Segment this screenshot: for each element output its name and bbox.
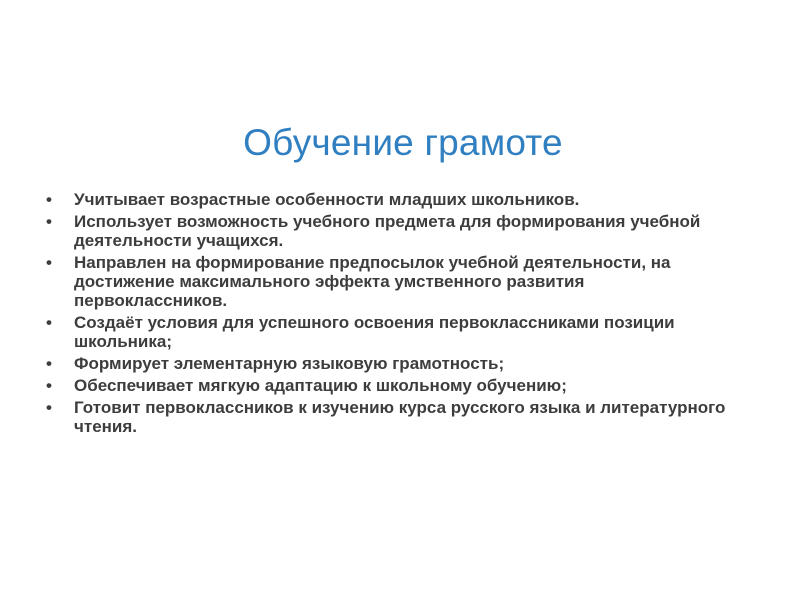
bullet-item xyxy=(46,253,734,310)
bullet-text: Формирует элементарную языковую грамотность; xyxy=(74,354,505,373)
bullet-item xyxy=(46,212,734,250)
bullet-list xyxy=(46,190,734,439)
bullet-icon: • xyxy=(46,313,52,332)
bullet-item xyxy=(46,313,734,351)
bullet-text: Готовит первоклассников к изучению курса русского языка и литературного чтения. xyxy=(74,398,726,436)
bullet-text: Учитывает возрастные особенности младших школьников. xyxy=(74,190,580,209)
bullet-icon: • xyxy=(46,376,52,395)
bullet-text: Обеспечивает мягкую адаптацию к школьному обучению; xyxy=(74,376,567,395)
bullet-icon: • xyxy=(46,354,52,373)
bullet-icon: • xyxy=(46,190,52,209)
bullet-item xyxy=(46,354,734,373)
bullet-icon: • xyxy=(46,253,52,272)
bullet-text: Создаёт условия для успешного освоения первоклассниками позиции школьника; xyxy=(74,313,675,351)
bullet-item xyxy=(46,376,734,395)
bullet-text: Направлен на формирование предпосылок учебной деятельности, на достижение максимального эффекта умственного развития первоклассников. xyxy=(74,253,671,310)
bullet-text: Использует возможность учебного предмета для формирования учебной деятельности учащихся. xyxy=(74,212,701,250)
bullet-icon: • xyxy=(46,212,52,231)
bullet-item xyxy=(46,398,734,436)
slide-title: Обучение грамоте xyxy=(243,122,563,163)
bullet-item xyxy=(46,190,734,209)
bullet-icon: • xyxy=(46,398,52,417)
